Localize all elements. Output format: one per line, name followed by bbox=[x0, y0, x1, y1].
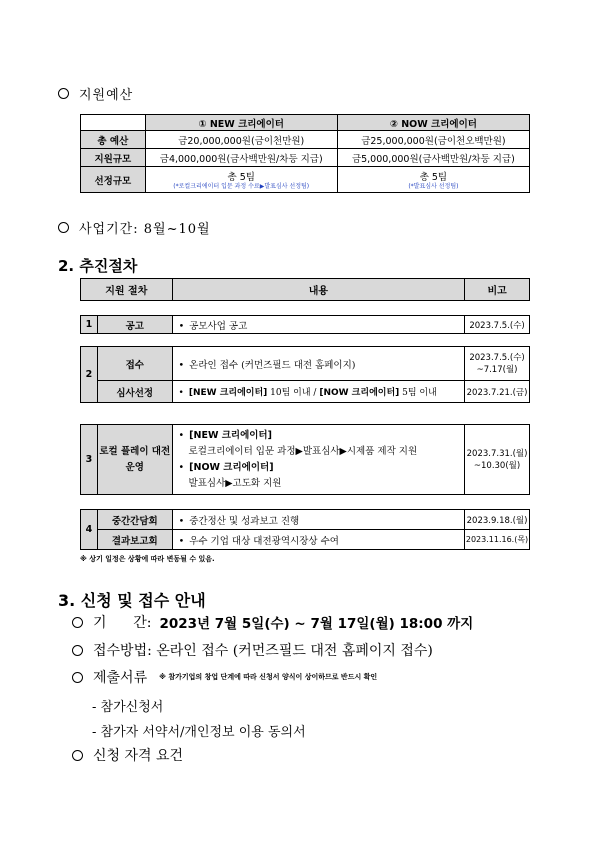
step-content: • [NEW 크리에이터] 로컬크리에이터 입문 과정▶발표심사▶시제품 제작 지원 • [NOW 크리에이터] 발표심사▶고도화 지원 bbox=[172, 425, 465, 495]
budget-row-label: 선정규모 bbox=[81, 167, 146, 193]
circle-bullet-icon bbox=[72, 672, 83, 683]
step-name: 접수 bbox=[97, 347, 172, 381]
budget-row-label: 총 예산 bbox=[81, 131, 146, 149]
budget-cell: 금4,000,000원(금사백만원/차등 지급) bbox=[145, 149, 337, 167]
header-content: 내용 bbox=[172, 279, 465, 301]
step-number: 4 bbox=[81, 510, 98, 550]
step-content: • 중간정산 및 성과보고 진행 bbox=[172, 510, 464, 530]
step-date: 2023.7.5.(수) bbox=[465, 316, 530, 334]
process-header-table bbox=[80, 278, 530, 301]
doc-item: - 참가신청서 bbox=[92, 700, 164, 715]
apply-period: 기 간: 2023년 7월 5일(수) ~ 7월 17일(월) 18:00 까지 bbox=[72, 612, 473, 632]
step-date: 2023.7.5.(수) ~7.17(월) bbox=[465, 347, 530, 381]
step-name: 공고 bbox=[97, 316, 172, 334]
budget-col-new: ① NEW 크리에이터 bbox=[145, 115, 337, 131]
process-group-3 bbox=[80, 424, 530, 495]
apply-title: 3. 신청 및 접수 안내 bbox=[58, 591, 206, 610]
budget-row-label: 지원규모 bbox=[81, 149, 146, 167]
step-content: • 우수 기업 대상 대전광역시장상 수여 bbox=[172, 530, 464, 550]
apply-docs: 제출서류 ※ 참가기업의 창업 단계에 따라 신청서 양식이 상이하므로 반드시 확인 bbox=[72, 667, 377, 687]
step-date: 2023.11.16.(목) bbox=[465, 530, 530, 550]
circle-bullet-icon bbox=[72, 750, 83, 761]
budget-col-now: ② NOW 크리에이터 bbox=[337, 115, 529, 131]
apply-method: 접수방법: 온라인 접수 (커먼즈필드 대전 홈페이지 접수) bbox=[72, 640, 433, 660]
step-content: • 공모사업 공고 bbox=[172, 316, 465, 334]
circle-bullet-icon bbox=[72, 645, 83, 656]
apply-eligibility: 신청 자격 요건 bbox=[72, 745, 183, 765]
circle-bullet-icon bbox=[58, 88, 69, 99]
budget-heading: 지원예산 bbox=[58, 84, 133, 103]
budget-cell: 금5,000,000원(금사백만원/차등 지급) bbox=[337, 149, 529, 167]
step-name: 결과보고회 bbox=[97, 530, 172, 550]
doc-item: - 참가자 서약서/개인정보 이용 동의서 bbox=[92, 725, 306, 740]
budget-table bbox=[80, 114, 530, 193]
step-content: • [NEW 크리에이터] 10팀 이내 / [NOW 크리에이터] 5팀 이내 bbox=[172, 381, 465, 403]
process-group-2 bbox=[80, 346, 530, 403]
step-name: 중간간담회 bbox=[97, 510, 172, 530]
step-date: 2023.7.21.(금) bbox=[465, 381, 530, 403]
process-footnote: ※ 상기 일정은 상황에 따라 변동될 수 있음. bbox=[80, 555, 215, 563]
step-number: 2 bbox=[81, 347, 98, 403]
step-content: • 온라인 접수 (커먼즈필드 대전 홈페이지) bbox=[172, 347, 465, 381]
header-step: 지원 절차 bbox=[81, 279, 173, 301]
budget-cell: 금20,000,000원(금이천만원) bbox=[145, 131, 337, 149]
step-date: 2023.9.18.(월) bbox=[465, 510, 530, 530]
budget-cell: 금25,000,000원(금이천오백만원) bbox=[337, 131, 529, 149]
process-title: 2. 추진절차 bbox=[58, 257, 138, 275]
budget-cell: 총 5팀 (*발표심사 선정팀) bbox=[337, 167, 529, 193]
step-date: 2023.7.31.(월) ~10.30(월) bbox=[465, 425, 530, 495]
step-number: 1 bbox=[81, 316, 98, 334]
period-line: 사업기간: 8월~10월 bbox=[58, 218, 211, 237]
budget-cell: 총 5팀 (*로컬크리에이터 입문 과정 수료▶발표심사 선정팀) bbox=[145, 167, 337, 193]
step-name: 로컬 플레이 대전 운영 bbox=[97, 425, 172, 495]
process-group-1 bbox=[80, 315, 530, 334]
step-name: 심사선정 bbox=[97, 381, 172, 403]
circle-bullet-icon bbox=[58, 222, 69, 233]
circle-bullet-icon bbox=[72, 617, 83, 628]
step-number: 3 bbox=[81, 425, 98, 495]
process-group-4 bbox=[80, 509, 530, 550]
header-note: 비고 bbox=[465, 279, 530, 301]
